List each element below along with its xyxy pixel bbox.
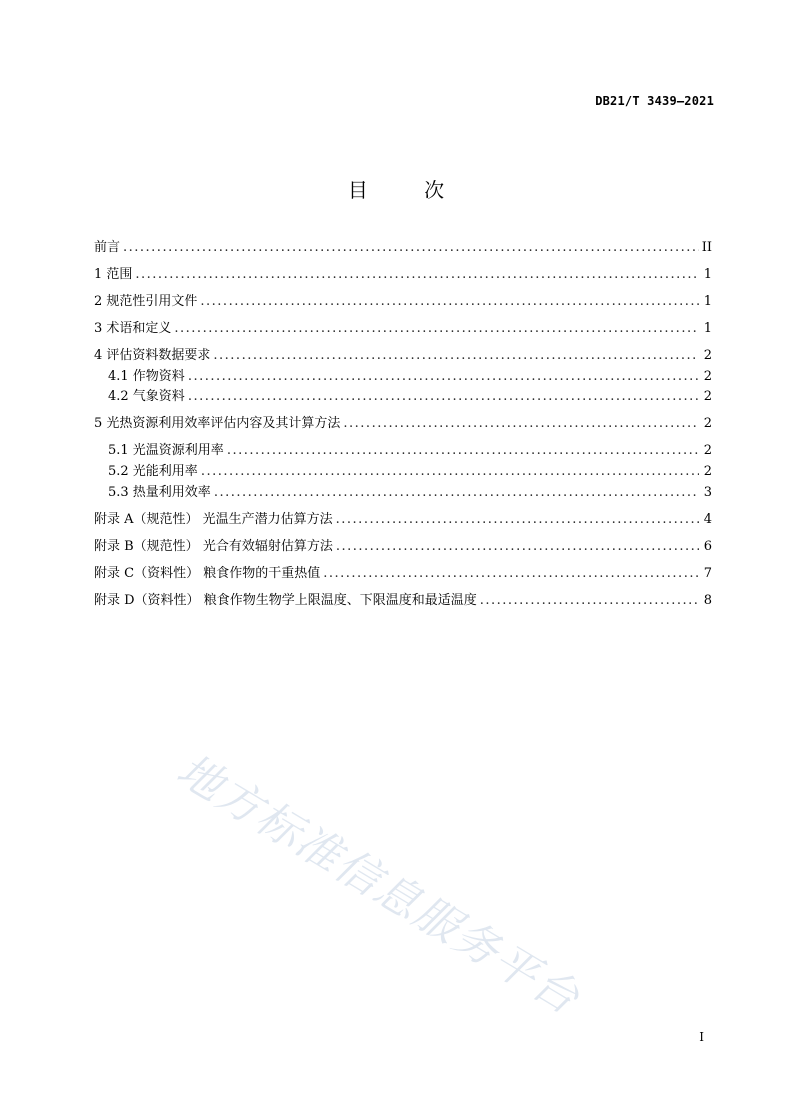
toc-entry-label: 4 评估资料数据要求 (94, 348, 211, 363)
toc-entry-light-temperature-rate[interactable] (94, 439, 712, 459)
toc-entry-label: 5.1 光温资源利用率 (108, 443, 224, 458)
toc-leader-dots (123, 240, 699, 255)
toc-entry-page: 2 (703, 389, 712, 404)
toc-entry-annex-d[interactable] (94, 589, 712, 609)
toc-entry-annex-b[interactable] (94, 535, 712, 555)
toc-entry-label: 5.3 热量利用效率 (108, 485, 211, 500)
toc-entry-label: 4.1 作物资料 (108, 369, 185, 384)
toc-leader-dots (227, 443, 699, 458)
table-of-contents (94, 236, 712, 609)
toc-entry-light-energy-rate[interactable] (94, 460, 712, 480)
toc-entry-data-requirements[interactable] (94, 344, 712, 364)
toc-entry-page: 1 (703, 267, 712, 282)
page-number: I (699, 1030, 704, 1044)
toc-leader-dots (480, 593, 699, 608)
toc-entry-label: 附录 A（规范性） 光温生产潜力估算方法 (94, 512, 333, 527)
toc-entry-meteorological-data[interactable] (94, 385, 712, 405)
toc-entry-page: 1 (703, 294, 712, 309)
toc-leader-dots (188, 369, 699, 384)
toc-entry-page: 2 (703, 443, 712, 458)
toc-entry-crop-data[interactable] (94, 365, 712, 385)
toc-entry-label: 4.2 气象资料 (108, 389, 185, 404)
toc-entry-label: 3 术语和定义 (94, 321, 172, 336)
toc-leader-dots (135, 267, 699, 282)
toc-entry-page: 2 (703, 348, 712, 363)
watermark: 地方标准信息服务平台 (168, 744, 589, 1026)
toc-leader-dots (201, 464, 699, 479)
toc-entry-label: 5.2 光能利用率 (108, 464, 198, 479)
toc-leader-dots (343, 416, 699, 431)
toc-leader-dots (214, 485, 699, 500)
toc-entry-normative-references[interactable] (94, 290, 712, 310)
toc-entry-annex-a[interactable] (94, 508, 712, 528)
toc-leader-dots (200, 294, 699, 309)
toc-entry-foreword[interactable] (94, 236, 712, 256)
document-id: DB21/T 3439—2021 (595, 94, 714, 108)
toc-entry-label: 前言 (94, 240, 121, 255)
toc-leader-dots (188, 389, 699, 404)
toc-entry-page: 2 (703, 369, 712, 384)
toc-entry-label: 附录 C（资料性） 粮食作物的干重热值 (94, 566, 321, 581)
toc-entry-heat-efficiency[interactable] (94, 481, 712, 501)
toc-entry-label: 附录 D（资料性） 粮食作物生物学上限温度、下限温度和最适温度 (94, 593, 477, 608)
toc-entry-evaluation-methods[interactable] (94, 412, 712, 432)
toc-entry-page: 6 (703, 539, 712, 554)
toc-entry-terms-definitions[interactable] (94, 317, 712, 337)
toc-entry-page: 1 (703, 321, 712, 336)
toc-entry-scope[interactable] (94, 263, 712, 283)
toc-entry-label: 1 范围 (94, 267, 133, 282)
toc-leader-dots (174, 321, 699, 336)
toc-entry-page: 4 (703, 512, 712, 527)
toc-leader-dots (323, 566, 699, 581)
toc-entry-page: 3 (703, 485, 712, 500)
toc-entry-page: 2 (703, 464, 712, 479)
toc-leader-dots (336, 512, 699, 527)
toc-entry-label: 2 规范性引用文件 (94, 294, 198, 309)
page-title: 目 次 (347, 178, 445, 202)
toc-entry-page: 8 (703, 593, 712, 608)
toc-leader-dots (336, 539, 699, 554)
toc-entry-label: 5 光热资源利用效率评估内容及其计算方法 (94, 416, 341, 431)
toc-entry-page: 7 (703, 566, 712, 581)
toc-entry-page: 2 (703, 416, 712, 431)
toc-entry-label: 附录 B（规范性） 光合有效辐射估算方法 (94, 539, 333, 554)
toc-entry-annex-c[interactable] (94, 562, 712, 582)
toc-entry-page: II (701, 240, 712, 255)
toc-leader-dots (213, 348, 699, 363)
